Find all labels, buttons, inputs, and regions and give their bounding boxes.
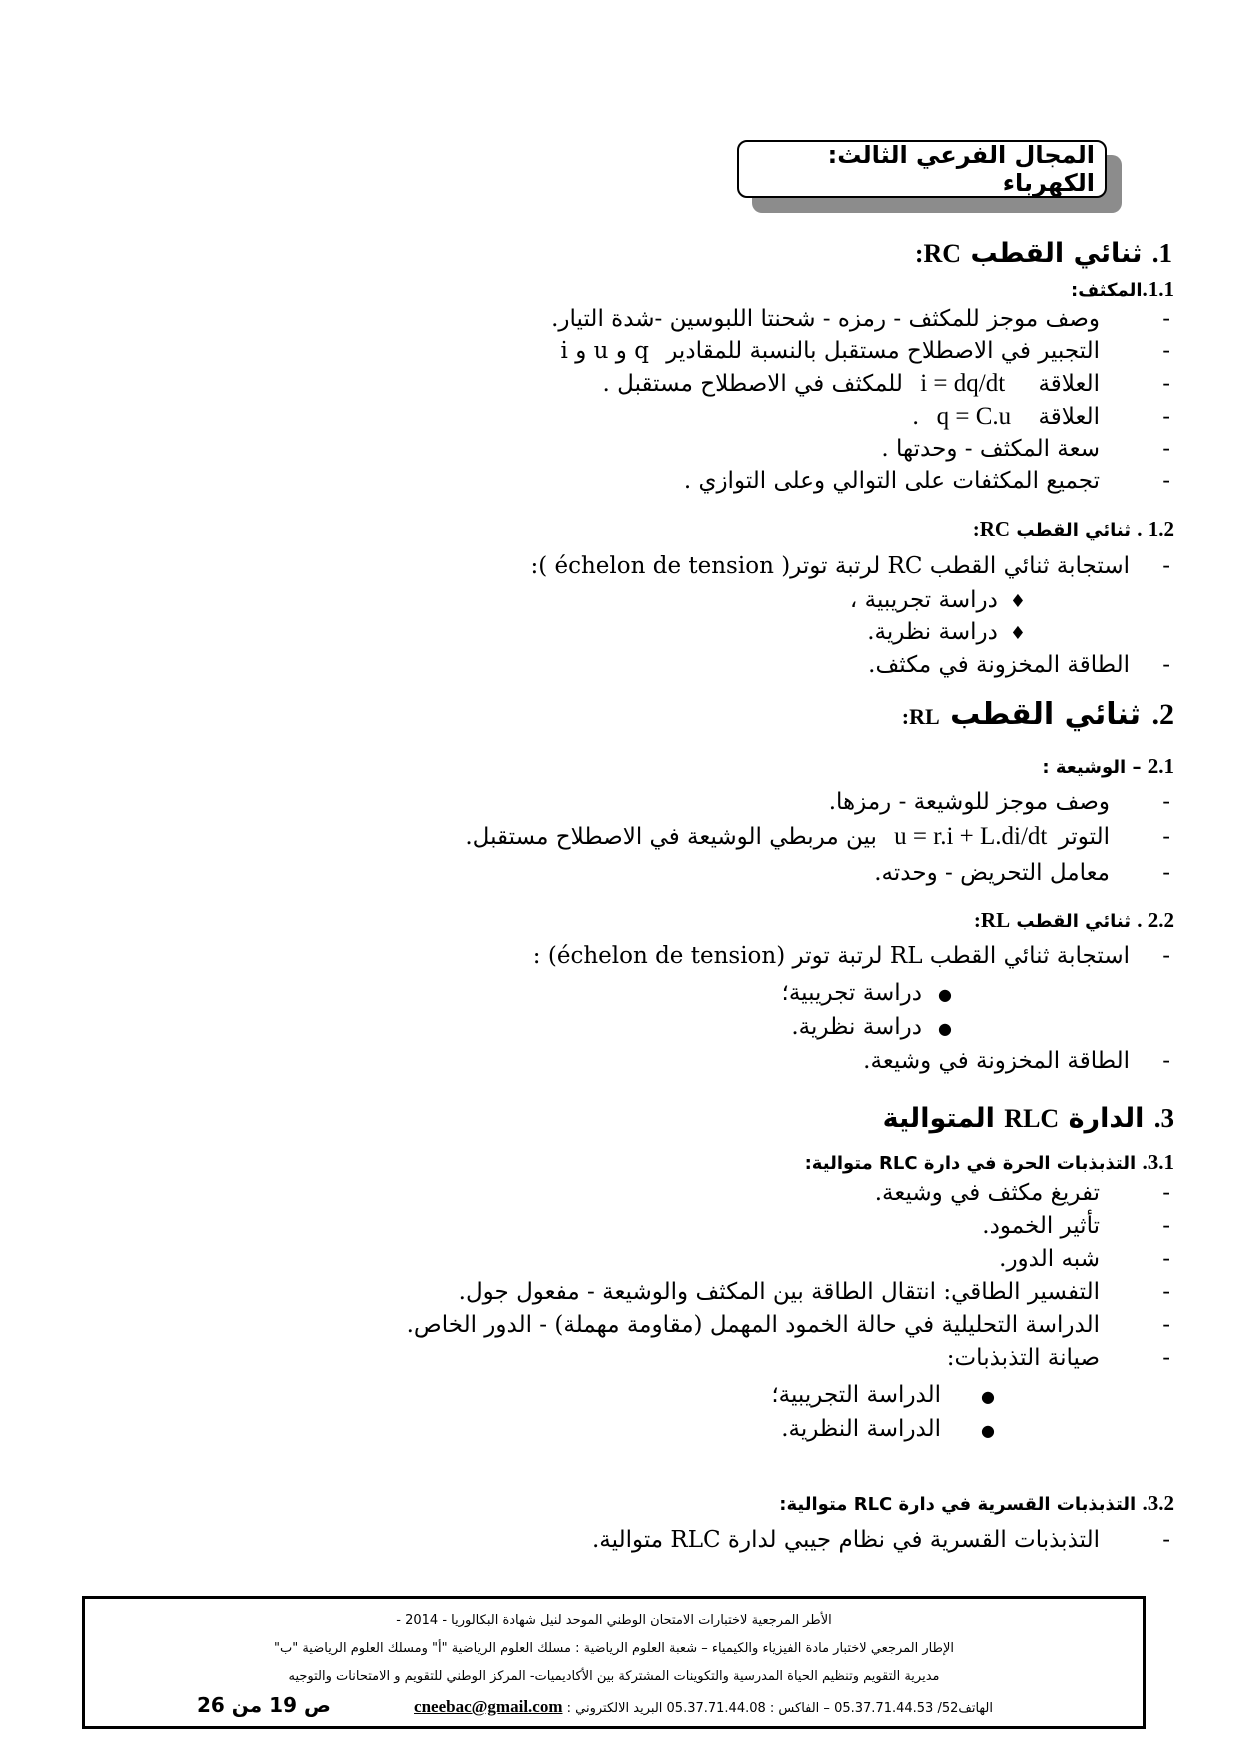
section-3-2-heading	[779, 1491, 1174, 1516]
footer-line-3: مديرية التقويم وتنظيم الحياة المدرسية والتكوينات المشتركة بين الأكاديميات- المركز الوطني للتقويم و الامتحانات والتوجيه	[288, 1669, 940, 1684]
dot-bullet-icon: ●	[981, 1387, 995, 1406]
list-item-text: الدراسة التحليلية في حالة الخمود المهمل (مقاومة مهملة) - الدور الخاص.	[406, 1312, 1100, 1338]
section-3-1-label: التذبذبات الحرة في دارة RLC متوالية:	[804, 1153, 1137, 1174]
list-item: -العلاقة q = C.u .	[911, 403, 1170, 430]
section-1-number: 1.	[1151, 238, 1172, 268]
list-item: -الطاقة المخزونة في وشيعة.	[863, 1048, 1170, 1074]
footer	[82, 1596, 1146, 1729]
formula-u: u = r.i + L.di/dt	[894, 823, 1048, 850]
section-3-latin: RLC	[1004, 1104, 1060, 1133]
section-3-2-label: التذبذبات القسرية في دارة RLC متوالية:	[779, 1494, 1137, 1515]
list-item-text: دراسة نظرية.	[791, 1014, 923, 1040]
list-item: -العلاقة i = dq/dt للمكثف في الاصطلاح مستقبل .	[602, 370, 1170, 397]
diamond-bullet-icon: ♦	[1009, 591, 1026, 612]
footer-contact	[414, 1697, 993, 1717]
page-title	[737, 140, 1107, 198]
list-item	[867, 619, 1026, 645]
section-3-1-number: 3.1.	[1142, 1150, 1174, 1174]
list-item: -تجميع المكثفات على التوالي وعلى التوازي .	[683, 468, 1170, 494]
dot-bullet-icon: ●	[938, 985, 952, 1004]
section-3-2-number: 3.2.	[1142, 1491, 1174, 1515]
section-2-label: ثنائي القطب	[950, 697, 1142, 732]
list-item-text: استجابة ثنائي القطب RL لرتبة توتر (échelon de tension) :	[532, 943, 1130, 969]
list-item: -التذبذبات القسرية في نظام جيبي لدارة RLC متوالية.	[591, 1527, 1170, 1553]
section-1-2-heading	[973, 517, 1174, 542]
section-1-latin: RC:	[914, 239, 962, 268]
list-item-text: وصف موجز للوشيعة - رمزها.	[828, 789, 1110, 815]
page-title-text: المجال الفرعي الثالث: الكهرباء	[827, 141, 1095, 197]
list-item: -الطاقة المخزونة في مكثف.	[868, 652, 1170, 678]
list-item-text: تجميع المكثفات على التوالي وعلى التوازي .	[683, 468, 1100, 494]
list-item-text: التوتر	[1058, 824, 1110, 850]
footer-line-2: الإطار المرجعي لاختبار مادة الفيزياء والكيمياء – شعبة العلوم الرياضية : مسلك العلوم الرياضية "أ" ومسلك العلوم الرياضية "ب"	[274, 1641, 954, 1656]
list-item-dot: .	[911, 404, 920, 430]
dot-bullet-icon: ●	[938, 1019, 952, 1038]
section-2-2-label: ثنائي القطب	[1016, 911, 1131, 932]
footer-line-1: الأطر المرجعية لاختبارات الامتحان الوطني الموحد لنيل شهادة البكالوريا - 2014 -	[396, 1613, 832, 1628]
list-item-text: التفسير الطاقي: انتقال الطاقة بين المكثف والوشيعة - مفعول جول.	[458, 1279, 1100, 1305]
footer-contact-text: الهاتف52/ 05.37.71.44.53 – الفاكس : 05.37.71.44.08 البريد الالكتروني :	[566, 1701, 993, 1716]
diamond-bullet-icon: ♦	[1009, 623, 1026, 644]
list-item-text: دراسة تجريبية؛	[781, 980, 923, 1006]
list-item: -سعة المكثف - وحدتها .	[881, 436, 1170, 462]
section-2-1-heading	[1042, 754, 1174, 779]
list-item-text: للمكثف في الاصطلاح مستقبل .	[602, 371, 903, 397]
list-item-text: بين مربطي الوشيعة في الاصطلاح مستقبل.	[465, 824, 877, 850]
footer-email-link[interactable]: cneebac@gmail.com	[414, 1697, 563, 1716]
list-item: -التفسير الطاقي: انتقال الطاقة بين المكثف والوشيعة - مفعول جول.	[458, 1279, 1170, 1305]
formula-i: i = dq/dt	[920, 370, 1006, 397]
list-item-text: استجابة ثنائي القطب RC لرتبة توتر( échelon de tension ):	[530, 553, 1130, 579]
list-item-text: دراسة تجريبية ،	[849, 587, 998, 613]
page-number: ص 19 من 26	[197, 1693, 331, 1717]
list-item-text: صيانة التذبذبات:	[946, 1345, 1100, 1371]
section-2-1-number: 2.1	[1147, 754, 1174, 778]
section-1-label: ثنائي القطب	[970, 238, 1143, 269]
section-1-1-heading	[1071, 277, 1174, 302]
list-item-text: شبه الدور.	[999, 1246, 1100, 1272]
list-item: -التوتر u = r.i + L.di/dt بين مربطي الوشيعة في الاصطلاح مستقبل.	[465, 823, 1170, 850]
list-item-text: الطاقة المخزونة في وشيعة.	[863, 1048, 1130, 1074]
formula-q: q = C.u	[936, 403, 1012, 430]
list-item	[850, 587, 1026, 613]
relation-label: العلاقة	[1038, 404, 1100, 430]
section-2-1-label: – الوشيعة :	[1042, 757, 1142, 778]
section-3-number: 3.	[1153, 1103, 1174, 1133]
section-3-heading	[883, 1103, 1174, 1134]
section-2-2-number: 2.2 .	[1137, 908, 1174, 932]
section-3-label: الدارة	[1068, 1103, 1145, 1134]
section-1-2-latin: RC:	[972, 517, 1011, 541]
list-item: -استجابة ثنائي القطب RC لرتبة توتر( échelon de tension ):	[530, 553, 1170, 579]
list-item: -صيانة التذبذبات:	[946, 1345, 1170, 1371]
list-item-text: الطاقة المخزونة في مكثف.	[868, 652, 1130, 678]
list-item: -تفريغ مكثف في وشيعة.	[874, 1180, 1170, 1206]
list-item-text: وصف موجز للمكثف - رمزه - شحنتا اللبوسين -شدة التيار.	[551, 306, 1100, 332]
list-item: -التجبير في الاصطلاح مستقبل بالنسبة للمقادير q و u و i	[560, 338, 1170, 364]
list-item: -وصف موجز للمكثف - رمزه - شحنتا اللبوسين -شدة التيار.	[551, 306, 1170, 332]
list-item	[781, 1416, 995, 1442]
list-item: -الدراسة التحليلية في حالة الخمود المهمل (مقاومة مهملة) - الدور الخاص.	[406, 1312, 1170, 1338]
dot-bullet-icon: ●	[981, 1421, 995, 1440]
list-item-text: دراسة نظرية.	[867, 619, 998, 645]
list-item	[782, 980, 952, 1006]
list-item: -شبه الدور.	[999, 1246, 1170, 1272]
variables-text: q و u و i	[560, 338, 649, 364]
section-3-1-heading	[805, 1150, 1174, 1175]
list-item: -استجابة ثنائي القطب RL لرتبة توتر (échelon de tension) :	[532, 943, 1170, 969]
section-3-label-2: المتوالية	[882, 1103, 995, 1134]
section-2-number: 2.	[1151, 698, 1174, 731]
list-item-text: سعة المكثف - وحدتها .	[881, 436, 1100, 462]
section-2-heading	[902, 697, 1174, 732]
section-1-2-number: 1.2 .	[1137, 517, 1174, 541]
list-item-text: الدراسة النظرية.	[781, 1416, 942, 1442]
section-1-1-label: المكثف:	[1071, 280, 1143, 301]
list-item: -تأثير الخمود.	[982, 1213, 1170, 1239]
section-2-2-heading	[974, 908, 1174, 933]
list-item-text: التذبذبات القسرية في نظام جيبي لدارة RLC متوالية.	[591, 1527, 1100, 1553]
list-item-text: تفريغ مكثف في وشيعة.	[874, 1180, 1100, 1206]
section-2-2-latin: RL:	[973, 908, 1011, 932]
relation-label: العلاقة	[1038, 371, 1100, 397]
list-item	[791, 1014, 952, 1040]
list-item: -وصف موجز للوشيعة - رمزها.	[828, 789, 1170, 815]
list-item-text: التجبير في الاصطلاح مستقبل بالنسبة للمقادير	[666, 338, 1100, 364]
list-item-text: معامل التحريض - وحدته.	[874, 860, 1110, 886]
list-item-text: الدراسة التجريبية؛	[771, 1382, 942, 1408]
section-1-2-label: ثنائي القطب	[1016, 520, 1131, 541]
section-1-heading	[915, 238, 1172, 269]
list-item-text: تأثير الخمود.	[982, 1213, 1100, 1239]
section-2-latin: RL:	[901, 704, 940, 729]
section-1-1-number: 1.1.	[1142, 277, 1174, 301]
list-item: -معامل التحريض - وحدته.	[874, 860, 1170, 886]
list-item	[771, 1382, 995, 1408]
